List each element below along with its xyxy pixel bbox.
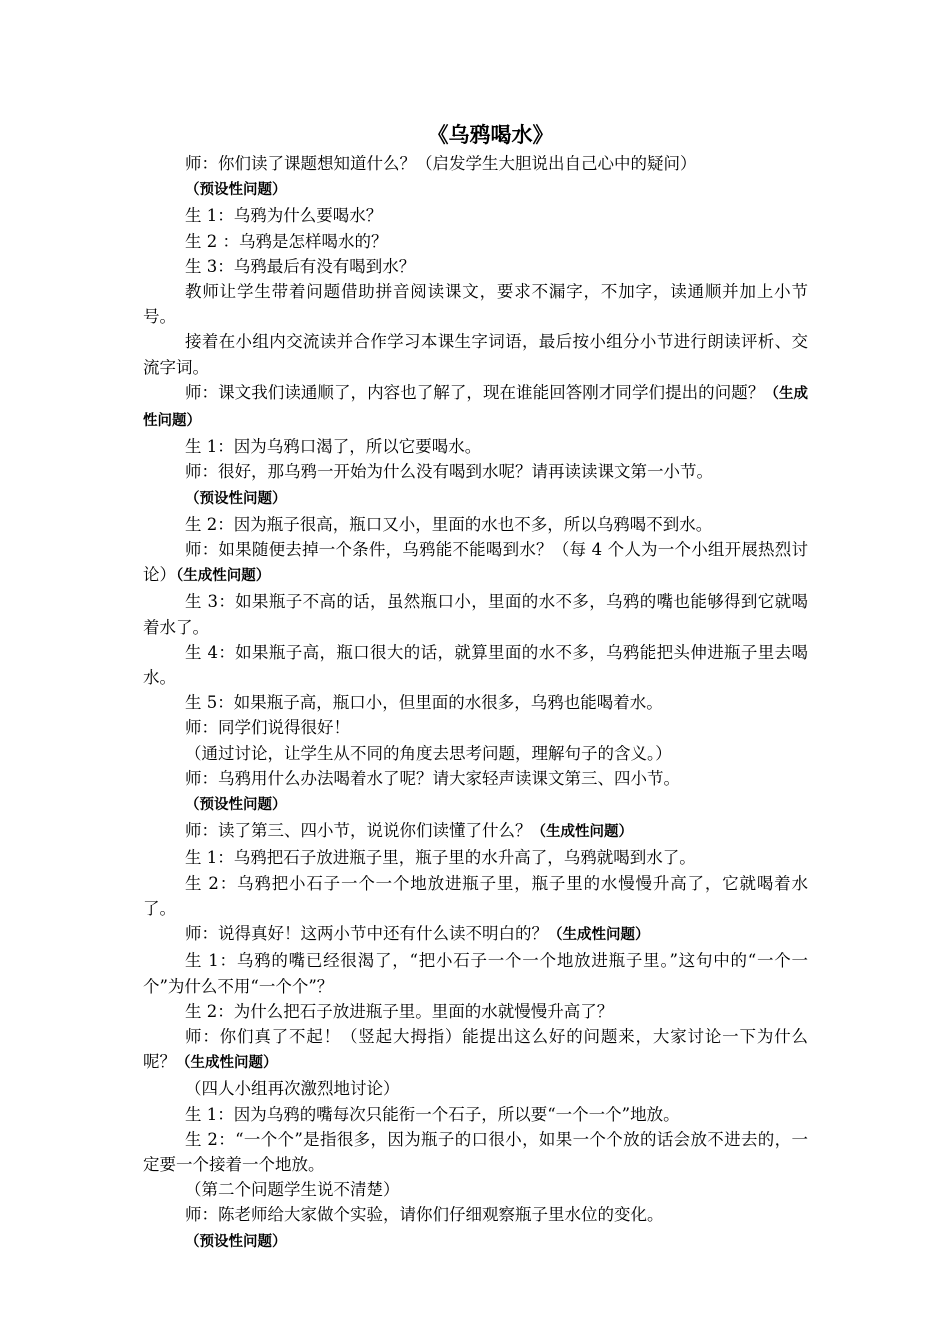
paragraph-text: 生 2：为什么把石子放进瓶子里。里面的水就慢慢升高了？ (185, 1001, 614, 1021)
paragraph (143, 921, 808, 948)
paragraph (143, 329, 808, 379)
document-body (143, 151, 808, 1255)
paragraph (143, 1202, 808, 1227)
paragraph-text: 生 2 ：乌鸦是怎样喝水的？ (185, 231, 388, 251)
document-title: 《乌鸦喝水》 (427, 122, 554, 147)
paragraph-text: 生 5：如果瓶子高，瓶口小，但里面的水很多，乌鸦也能喝着水。 (185, 693, 663, 713)
question-type-tag: （生成性问题） (176, 568, 271, 585)
paragraph-text: 教师让学生带着问题借助拼音阅读课文，要求不漏字，不加字，读通顺并加上小节号。 (143, 282, 808, 327)
paragraph (143, 1177, 808, 1202)
paragraph (143, 690, 808, 715)
paragraph-text: 生 3：如果瓶子不高的话，虽然瓶口小，里面的水不多，乌鸦的嘴也能够得到它就喝着水了。 (143, 592, 808, 637)
paragraph-text: （第二个问题学生说不清楚） (185, 1180, 400, 1200)
question-type-tag: （生成性问题） (143, 385, 809, 430)
paragraph (143, 176, 808, 203)
paragraph-text: 生 3：乌鸦最后有没有喝到水？ (185, 256, 416, 276)
paragraph (143, 1024, 808, 1076)
question-type-tag: （预设性问题） (185, 797, 287, 814)
paragraph (143, 380, 808, 434)
question-type-tag: （生成性问题） (548, 927, 650, 944)
paragraph-text: 生 1：因为乌鸦口渴了，所以它要喝水。 (185, 437, 482, 457)
question-type-tag: （预设性问题） (185, 490, 287, 507)
paragraph-text: 生 1：因为乌鸦的嘴每次只能衔一个石子，所以要“一个一个”地放。 (185, 1104, 680, 1124)
paragraph-text: 生 2：乌鸦把小石子一个一个地放进瓶子里，瓶子里的水慢慢升高了，它就喝着水了。 (143, 873, 808, 918)
paragraph-text: 师：很好，那乌鸦一开始为什么没有喝到水呢？请再读读课文第一小节。 (185, 462, 713, 482)
paragraph (143, 203, 808, 228)
paragraph (143, 766, 808, 791)
question-type-tag: （生成性问题） (176, 1055, 278, 1072)
paragraph-text: 师：读了第三、四小节，说说你们读懂了什么？ (185, 821, 532, 841)
paragraph (143, 871, 808, 921)
paragraph-text: 师：如果随便去掉一个条件，乌鸦能不能喝到水？（每 4 个人为一个小组开展热烈讨论） (143, 540, 808, 585)
paragraph (143, 715, 808, 740)
paragraph-text: 师：陈老师给大家做个实验，请你们仔细观察瓶子里水位的变化。 (185, 1205, 664, 1225)
paragraph (143, 741, 808, 766)
paragraph (143, 845, 808, 870)
paragraph (143, 434, 808, 459)
paragraph (143, 537, 808, 589)
paragraph-text: 师：你们读了课题想知道什么？（启发学生大胆说出自己心中的疑问） (185, 154, 697, 173)
paragraph-text: 生 1：乌鸦为什么要喝水？ (185, 206, 383, 226)
paragraph-text: 生 4：如果瓶子高，瓶口很大的话，就算里面的水不多，乌鸦能把头伸进瓶子里去喝水。 (143, 642, 808, 688)
paragraph (143, 229, 808, 254)
paragraph-text: 师：同学们说得很好！ (185, 718, 350, 738)
paragraph-text: 师：课文我们读通顺了，内容也了解了，现在谁能回答刚才同学们提出的问题？ (185, 382, 765, 402)
paragraph-text: 师：说得真好！这两小节中还有什么读不明白的？ (185, 924, 548, 944)
paragraph (143, 279, 808, 329)
paragraph (143, 640, 808, 690)
paragraph (143, 1102, 808, 1127)
paragraph (143, 512, 808, 537)
paragraph-text: 生 1：乌鸦的嘴已经很渴了，“把小石子一个一个地放进瓶子里。”这句中的“一个一个”为什么不用“一个个”？ (143, 951, 808, 996)
paragraph (143, 1228, 808, 1255)
question-type-tag: （预设性问题） (185, 182, 287, 199)
paragraph (143, 151, 808, 176)
question-type-tag: （预设性问题） (185, 1233, 287, 1250)
paragraph-text: 接着在小组内交流读并合作学习本课生字词语，最后按小组分小节进行朗读评析、交流字词。 (143, 332, 808, 377)
paragraph-text: 生 1：乌鸦把石子放进瓶子里，瓶子里的水升高了，乌鸦就喝到水了。 (185, 848, 696, 868)
question-type-tag: （生成性问题） (531, 824, 633, 841)
paragraph (143, 1127, 808, 1177)
paragraph-text: 师：你们真了不起！（竖起大拇指）能提出这么好的问题来，大家讨论一下为什么呢？ (143, 1026, 808, 1072)
paragraph (143, 791, 808, 818)
paragraph (143, 254, 808, 279)
paragraph-text: 师：乌鸦用什么办法喝着水了呢？请大家轻声读课文第三、四小节。 (185, 768, 680, 788)
document-page (143, 120, 808, 1255)
paragraph (143, 999, 808, 1024)
paragraph (143, 1076, 808, 1101)
paragraph (143, 485, 808, 512)
paragraph-text: （通过讨论，让学生从不同的角度去思考问题，理解句子的含义。） (185, 743, 672, 763)
paragraph (143, 948, 808, 998)
paragraph (143, 589, 808, 639)
paragraph (143, 818, 808, 845)
paragraph (143, 459, 808, 484)
paragraph-text: 生 2：因为瓶子很高，瓶口又小，里面的水也不多，所以乌鸦喝不到水。 (185, 514, 713, 534)
paragraph-text: （四人小组再次激烈地讨论） (185, 1079, 400, 1099)
paragraph-text: 生 2：“一个个”是指很多，因为瓶子的口很小，如果一个个放的话会放不进去的，一定要一个接着一个地放。 (143, 1129, 808, 1174)
